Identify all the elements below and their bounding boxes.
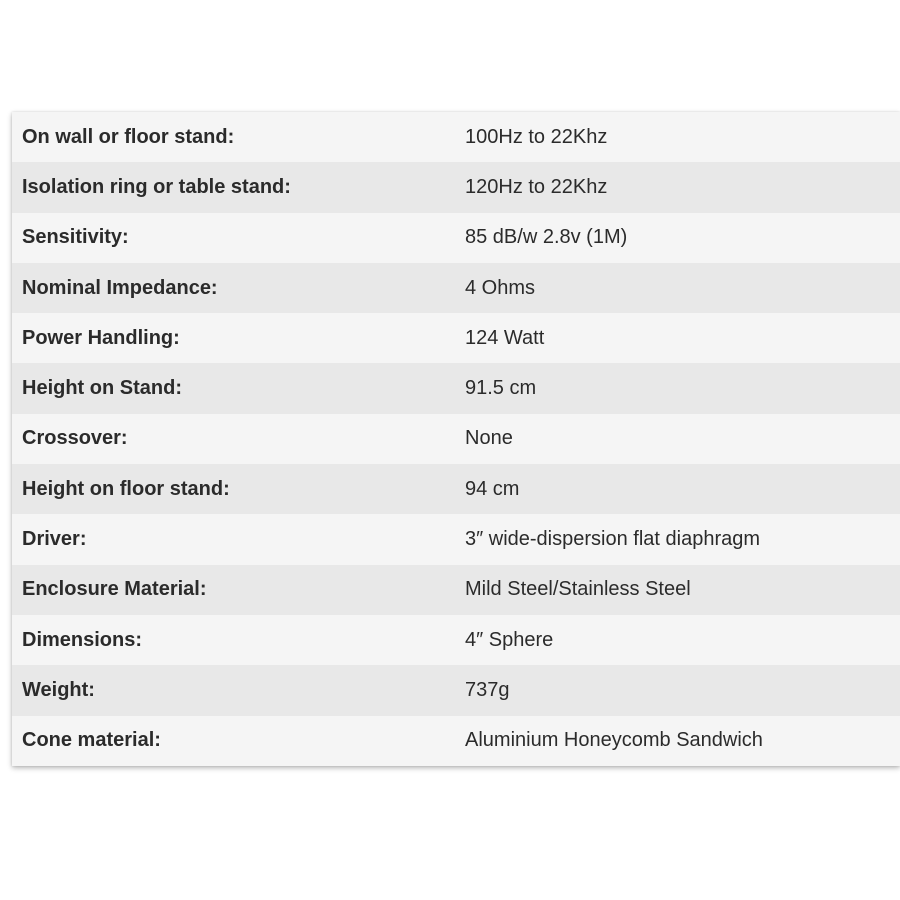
spec-label: Power Handling: [22, 326, 180, 349]
spec-row-weight [12, 665, 900, 715]
spec-row-cone-material [12, 716, 900, 766]
spec-label: Driver: [22, 528, 87, 551]
spec-label: Sensitivity: [22, 226, 129, 249]
spec-label: Weight: [22, 678, 95, 701]
spec-value: Mild Steel/Stainless Steel [465, 578, 691, 601]
spec-label: Enclosure Material: [22, 578, 207, 601]
spec-value: 737g [465, 678, 510, 701]
spec-value: 3″ wide-dispersion flat diaphragm [465, 528, 761, 551]
spec-value: 120Hz to 22Khz [465, 175, 608, 198]
spec-row-impedance [12, 263, 900, 313]
spec-row-driver [12, 514, 900, 564]
spec-row-height-floor-stand [12, 464, 900, 514]
spec-value: 4 Ohms [465, 276, 536, 299]
spec-value: Aluminium Honeycomb Sandwich [465, 729, 763, 752]
spec-label: Height on Stand: [22, 377, 182, 400]
spec-value: 4″ Sphere [465, 628, 554, 651]
spec-label: Nominal Impedance: [22, 276, 218, 299]
spec-row-frequency-table [12, 162, 900, 212]
spec-row-dimensions [12, 615, 900, 665]
spec-label: On wall or floor stand: [22, 125, 235, 148]
spec-row-crossover [12, 414, 900, 464]
spec-label: Isolation ring or table stand: [22, 175, 291, 198]
spec-table [12, 112, 900, 766]
spec-label: Height on floor stand: [22, 477, 230, 500]
spec-row-frequency-wall [12, 112, 900, 162]
spec-value: 100Hz to 22Khz [465, 125, 608, 148]
spec-row-height-stand [12, 363, 900, 413]
spec-row-power-handling [12, 313, 900, 363]
spec-label: Cone material: [22, 729, 161, 752]
spec-label: Dimensions: [22, 628, 143, 651]
spec-value: 85 dB/w 2.8v (1M) [465, 226, 628, 249]
spec-value: 94 cm [465, 477, 520, 500]
spec-value: None [465, 427, 513, 450]
spec-value: 91.5 cm [465, 377, 537, 400]
spec-value: 124 Watt [465, 326, 545, 349]
spec-row-enclosure [12, 565, 900, 615]
spec-row-sensitivity [12, 213, 900, 263]
spec-label: Crossover: [22, 427, 128, 450]
